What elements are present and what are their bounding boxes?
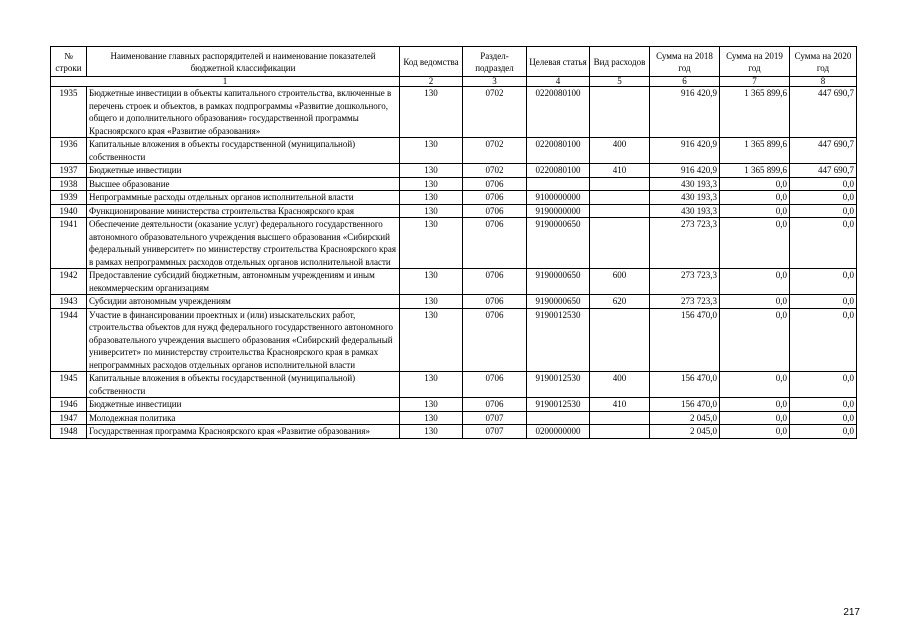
header-sum-2018: Сумма на 2018 год bbox=[650, 47, 720, 77]
row-agency-code: 130 bbox=[400, 164, 463, 178]
row-sum-2018: 916 420,9 bbox=[650, 164, 720, 178]
row-section: 0706 bbox=[463, 269, 527, 295]
row-section: 0706 bbox=[463, 177, 527, 191]
row-sum-2018: 430 193,3 bbox=[650, 177, 720, 191]
row-number: 1944 bbox=[51, 308, 87, 372]
row-agency-code: 130 bbox=[400, 425, 463, 439]
row-sum-2020: 0,0 bbox=[790, 218, 857, 269]
table-row bbox=[51, 269, 857, 295]
row-expense-kind bbox=[590, 218, 650, 269]
row-agency-code: 130 bbox=[400, 87, 463, 138]
row-target-article: 9190012530 bbox=[527, 398, 590, 412]
column-number: 2 bbox=[400, 77, 463, 87]
row-expense-kind: 400 bbox=[590, 138, 650, 164]
row-number: 1935 bbox=[51, 87, 87, 138]
table-row bbox=[51, 372, 857, 398]
row-sum-2019: 1 365 899,6 bbox=[720, 87, 790, 138]
header-expense-kind: Вид расходов bbox=[590, 47, 650, 77]
row-target-article bbox=[527, 177, 590, 191]
header-name: Наименование главных распорядителей и наименование показателей бюджетной классификации bbox=[87, 47, 400, 77]
row-sum-2020: 0,0 bbox=[790, 411, 857, 425]
row-section: 0707 bbox=[463, 425, 527, 439]
row-sum-2019: 0,0 bbox=[720, 191, 790, 205]
row-expense-kind bbox=[590, 191, 650, 205]
row-section: 0702 bbox=[463, 164, 527, 178]
row-number: 1945 bbox=[51, 372, 87, 398]
row-expense-kind: 410 bbox=[590, 164, 650, 178]
row-agency-code: 130 bbox=[400, 308, 463, 372]
row-number: 1948 bbox=[51, 425, 87, 439]
row-target-article: 9190012530 bbox=[527, 308, 590, 372]
header-section: Раздел-подраздел bbox=[463, 47, 527, 77]
row-number: 1941 bbox=[51, 218, 87, 269]
row-number: 1937 bbox=[51, 164, 87, 178]
header-row bbox=[51, 47, 857, 77]
row-section: 0706 bbox=[463, 191, 527, 205]
column-number-row bbox=[51, 77, 857, 87]
row-agency-code: 130 bbox=[400, 138, 463, 164]
row-section: 0706 bbox=[463, 308, 527, 372]
row-section: 0706 bbox=[463, 398, 527, 412]
row-expense-kind: 400 bbox=[590, 372, 650, 398]
row-number: 1938 bbox=[51, 177, 87, 191]
row-sum-2019: 0,0 bbox=[720, 204, 790, 218]
table-row bbox=[51, 191, 857, 205]
row-target-article: 0220080100 bbox=[527, 164, 590, 178]
page-number: 217 bbox=[843, 607, 860, 618]
row-target-article: 9190000650 bbox=[527, 218, 590, 269]
row-agency-code: 130 bbox=[400, 295, 463, 309]
row-sum-2018: 916 420,9 bbox=[650, 138, 720, 164]
row-section: 0706 bbox=[463, 218, 527, 269]
row-expense-kind bbox=[590, 308, 650, 372]
budget-table bbox=[50, 46, 857, 439]
row-number: 1936 bbox=[51, 138, 87, 164]
row-target-article: 0200000000 bbox=[527, 425, 590, 439]
column-number: 6 bbox=[650, 77, 720, 87]
row-agency-code: 130 bbox=[400, 177, 463, 191]
row-sum-2018: 2 045,0 bbox=[650, 425, 720, 439]
row-sum-2020: 0,0 bbox=[790, 191, 857, 205]
row-sum-2020: 0,0 bbox=[790, 372, 857, 398]
column-number: 7 bbox=[720, 77, 790, 87]
row-name: Бюджетные инвестиции bbox=[87, 164, 400, 178]
row-target-article: 9190000000 bbox=[527, 204, 590, 218]
row-name: Функционирование министерства строительства Красноярского края bbox=[87, 204, 400, 218]
column-number: 8 bbox=[790, 77, 857, 87]
row-sum-2018: 156 470,0 bbox=[650, 372, 720, 398]
row-name: Бюджетные инвестиции в объекты капитального строительства, включенные в перечень строек и объектов, в рамках подпрограммы «Развитие дошкольного, общего и дополнительного образования» государственной программы Красноярского края «Развитие образования» bbox=[87, 87, 400, 138]
row-name: Молодежная политика bbox=[87, 411, 400, 425]
row-number: 1947 bbox=[51, 411, 87, 425]
table-row bbox=[51, 164, 857, 178]
row-name: Предоставление субсидий бюджетным, автономным учреждениям и иным некоммерческим организациям bbox=[87, 269, 400, 295]
row-name: Обеспечение деятельности (оказание услуг) федерального государственного автономного образовательного учреждения высшего образования «Сибирский федеральный университет» по министерству строительства Красноярского края в рамках непрограммных расходов отдельных органов исполнительной власти bbox=[87, 218, 400, 269]
table-row bbox=[51, 218, 857, 269]
column-number: 3 bbox=[463, 77, 527, 87]
row-section: 0702 bbox=[463, 138, 527, 164]
row-section: 0702 bbox=[463, 87, 527, 138]
header-sum-2019: Сумма на 2019 год bbox=[720, 47, 790, 77]
row-expense-kind bbox=[590, 177, 650, 191]
row-target-article: 9190000650 bbox=[527, 269, 590, 295]
row-section: 0707 bbox=[463, 411, 527, 425]
row-number: 1943 bbox=[51, 295, 87, 309]
row-sum-2018: 273 723,3 bbox=[650, 218, 720, 269]
row-agency-code: 130 bbox=[400, 411, 463, 425]
row-expense-kind bbox=[590, 411, 650, 425]
row-number: 1940 bbox=[51, 204, 87, 218]
row-name: Капитальные вложения в объекты государственной (муниципальной) собственности bbox=[87, 138, 400, 164]
row-sum-2019: 0,0 bbox=[720, 218, 790, 269]
row-sum-2019: 1 365 899,6 bbox=[720, 164, 790, 178]
table-row bbox=[51, 138, 857, 164]
table-row bbox=[51, 308, 857, 372]
row-sum-2018: 156 470,0 bbox=[650, 398, 720, 412]
row-target-article bbox=[527, 411, 590, 425]
row-sum-2018: 430 193,3 bbox=[650, 204, 720, 218]
column-number: 4 bbox=[527, 77, 590, 87]
table-row bbox=[51, 295, 857, 309]
row-section: 0706 bbox=[463, 372, 527, 398]
row-expense-kind bbox=[590, 87, 650, 138]
table-row bbox=[51, 425, 857, 439]
row-sum-2018: 430 193,3 bbox=[650, 191, 720, 205]
row-expense-kind bbox=[590, 204, 650, 218]
row-sum-2018: 916 420,9 bbox=[650, 87, 720, 138]
header-agency-code: Код ведомства bbox=[400, 47, 463, 77]
row-target-article: 9190000650 bbox=[527, 295, 590, 309]
row-sum-2020: 0,0 bbox=[790, 204, 857, 218]
row-target-article: 0220080100 bbox=[527, 138, 590, 164]
column-number: 5 bbox=[590, 77, 650, 87]
row-agency-code: 130 bbox=[400, 269, 463, 295]
table-row bbox=[51, 177, 857, 191]
row-sum-2019: 0,0 bbox=[720, 398, 790, 412]
row-sum-2019: 0,0 bbox=[720, 269, 790, 295]
budget-table-container bbox=[50, 46, 856, 439]
row-sum-2020: 0,0 bbox=[790, 295, 857, 309]
row-agency-code: 130 bbox=[400, 398, 463, 412]
row-name: Государственная программа Красноярского края «Развитие образования» bbox=[87, 425, 400, 439]
row-sum-2020: 447 690,7 bbox=[790, 164, 857, 178]
row-expense-kind: 620 bbox=[590, 295, 650, 309]
table-row bbox=[51, 398, 857, 412]
table-row bbox=[51, 411, 857, 425]
table-row bbox=[51, 87, 857, 138]
header-sum-2020: Сумма на 2020 год bbox=[790, 47, 857, 77]
row-sum-2018: 273 723,3 bbox=[650, 295, 720, 309]
row-sum-2019: 0,0 bbox=[720, 177, 790, 191]
row-number: 1946 bbox=[51, 398, 87, 412]
row-sum-2019: 0,0 bbox=[720, 372, 790, 398]
table-row bbox=[51, 204, 857, 218]
row-sum-2019: 0,0 bbox=[720, 411, 790, 425]
row-number: 1939 bbox=[51, 191, 87, 205]
row-name: Высшее образование bbox=[87, 177, 400, 191]
row-target-article: 9100000000 bbox=[527, 191, 590, 205]
row-sum-2020: 447 690,7 bbox=[790, 87, 857, 138]
header-row-number: № строки bbox=[51, 47, 87, 77]
row-name: Участие в финансировании проектных и (или) изыскательских работ, строительства объектов для нужд федерального государственного автономного образовательного учреждения высшего образования «Сибирский федеральный университет» по министерству строительства Красноярского края в рамках непрограммных расходов отдельных органов исполнительной власти bbox=[87, 308, 400, 372]
row-sum-2020: 447 690,7 bbox=[790, 138, 857, 164]
row-sum-2020: 0,0 bbox=[790, 308, 857, 372]
row-expense-kind bbox=[590, 425, 650, 439]
row-sum-2019: 0,0 bbox=[720, 308, 790, 372]
column-number: 1 bbox=[51, 77, 400, 87]
row-section: 0706 bbox=[463, 204, 527, 218]
row-name: Субсидии автономным учреждениям bbox=[87, 295, 400, 309]
row-agency-code: 130 bbox=[400, 191, 463, 205]
header-target-article: Целевая статья bbox=[527, 47, 590, 77]
row-number: 1942 bbox=[51, 269, 87, 295]
row-agency-code: 130 bbox=[400, 372, 463, 398]
row-sum-2020: 0,0 bbox=[790, 398, 857, 412]
row-name: Бюджетные инвестиции bbox=[87, 398, 400, 412]
row-sum-2020: 0,0 bbox=[790, 177, 857, 191]
row-sum-2019: 0,0 bbox=[720, 425, 790, 439]
row-name: Капитальные вложения в объекты государственной (муниципальной) собственности bbox=[87, 372, 400, 398]
row-target-article: 0220080100 bbox=[527, 87, 590, 138]
row-expense-kind: 410 bbox=[590, 398, 650, 412]
row-target-article: 9190012530 bbox=[527, 372, 590, 398]
row-section: 0706 bbox=[463, 295, 527, 309]
row-name: Непрограммные расходы отдельных органов исполнительной власти bbox=[87, 191, 400, 205]
row-expense-kind: 600 bbox=[590, 269, 650, 295]
row-sum-2019: 1 365 899,6 bbox=[720, 138, 790, 164]
row-sum-2020: 0,0 bbox=[790, 269, 857, 295]
row-agency-code: 130 bbox=[400, 218, 463, 269]
row-sum-2018: 273 723,3 bbox=[650, 269, 720, 295]
row-agency-code: 130 bbox=[400, 204, 463, 218]
row-sum-2018: 2 045,0 bbox=[650, 411, 720, 425]
row-sum-2018: 156 470,0 bbox=[650, 308, 720, 372]
row-sum-2020: 0,0 bbox=[790, 425, 857, 439]
row-sum-2019: 0,0 bbox=[720, 295, 790, 309]
